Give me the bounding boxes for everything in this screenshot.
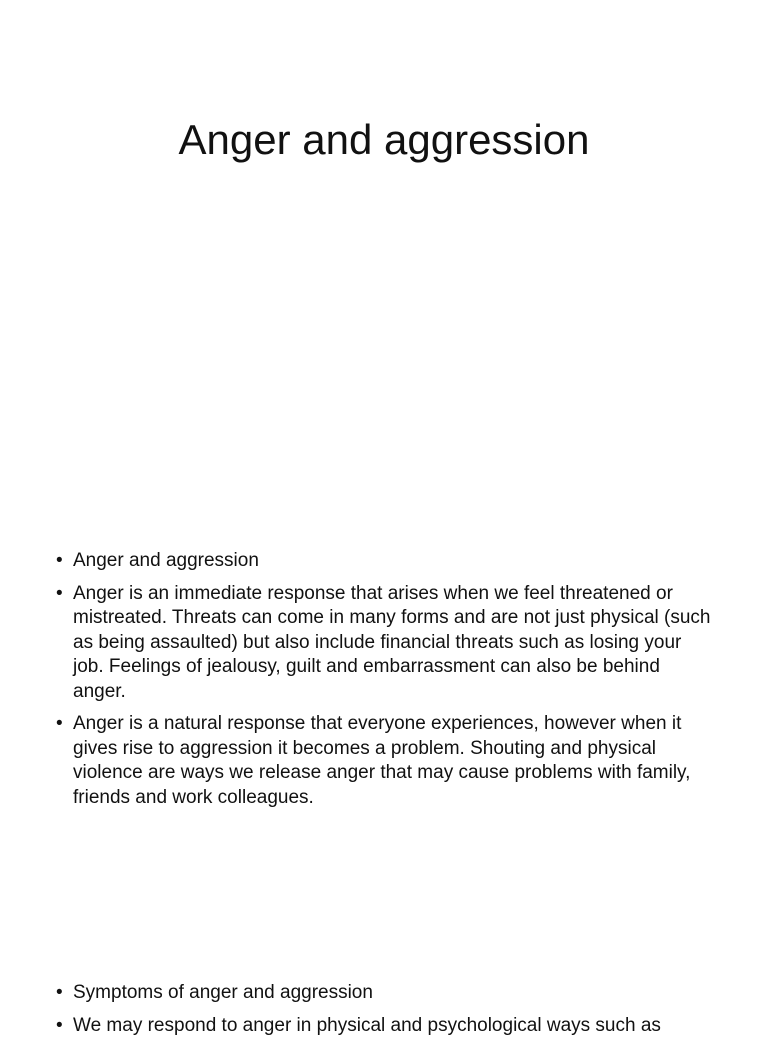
bullet-text: Symptoms of anger and aggression <box>73 982 373 1003</box>
bullet-list-symptoms <box>56 981 716 1046</box>
bullet-text: Anger is a natural response that everyone experiences, however when it gives rise to aggression it becomes a problem. Shouting and physical violence are ways we release anger that may cause problems with family, friends and work colleagues. <box>73 713 691 808</box>
bullet-icon: • <box>56 1014 63 1036</box>
bullet-item <box>56 549 716 574</box>
bullet-text: Anger and aggression <box>73 550 259 571</box>
bullet-item <box>56 582 716 705</box>
bullet-icon: • <box>56 582 63 604</box>
bullet-icon: • <box>56 982 63 1003</box>
bullet-icon: • <box>56 550 63 571</box>
bullet-icon: • <box>56 713 63 734</box>
slide-title: Anger and aggression <box>178 116 590 163</box>
title-slide <box>0 0 768 520</box>
bullet-list-intro <box>56 549 716 818</box>
bullet-text: We may respond to anger in physical and psychological ways such as <box>73 1014 661 1036</box>
bullet-item <box>56 712 716 810</box>
bullet-text: Anger is an immediate response that arises when we feel threatened or mistreated. Threats can come in many forms and are not just physical (such as being assaulted) but also include financial threats such as losing your job. Feelings of jealousy, guilt and embarrassment can also be behind anger. <box>73 582 711 702</box>
bullet-item <box>56 981 716 1006</box>
bullet-item <box>56 1014 716 1039</box>
